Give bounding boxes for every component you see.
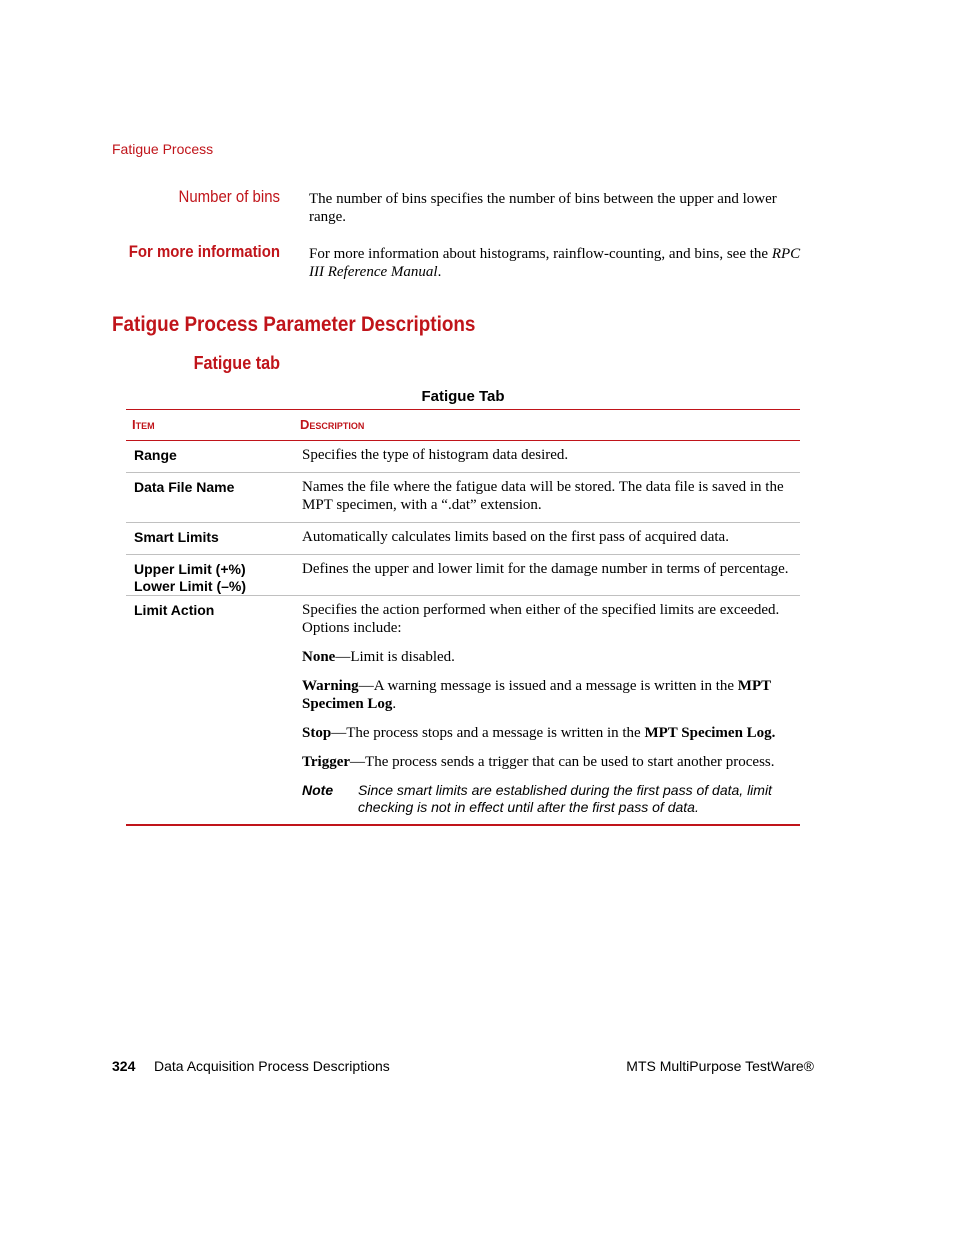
limit-action-intro: Specifies the action performed when either of the specified limits are exceeded. Options include: [302,602,780,636]
option-trigger-label: Trigger [302,754,351,770]
option-none-label: None [302,649,336,665]
option-stop-log: MPT Specimen Log. [644,725,776,741]
option-none-text: —Limit is disabled. [335,649,455,665]
row-description: Names the file where the fatigue data will be stored. The data file is saved in the MPT specimen, with a “.dat” extension. [302,479,784,513]
footer-chapter: Data Acquisition Process Descriptions [154,1058,390,1074]
row-description: Specifies the type of histogram data desired. [302,447,569,463]
option-warning-text: —A warning message is issued and a message is written in the [358,678,738,694]
option-warning-label: Warning [302,678,359,694]
table-row [126,555,800,596]
header-item: Item [132,417,155,432]
number-of-bins-text: The number of bins specifies the number of bins between the upper and lower range. [309,191,777,225]
number-of-bins-heading: Number of bins [178,187,280,206]
option-warning [302,677,800,713]
note-text: Since smart limits are established during the first pass of data, limit checking is not in effect until after the first pass of data. [358,782,772,815]
table-caption: Fatigue Tab [421,388,505,405]
more-info-end: . [437,264,442,280]
running-head: Fatigue Process [112,141,214,157]
table-row [126,596,800,824]
row-item: Data File Name [134,479,235,495]
row-description: Defines the upper and lower limit for the damage number in terms of percentage. [302,561,789,577]
row-item: Limit Action [134,602,215,618]
option-warning-end: . [392,696,397,712]
subsection-title: Fatigue tab [193,353,280,373]
row-item [126,555,302,595]
note [302,782,800,816]
option-stop [302,724,800,742]
table-header [126,410,800,441]
header-description: Description [300,417,365,432]
table-row [126,473,800,523]
row-item: Smart Limits [134,529,219,545]
page-number: 324 [112,1058,136,1074]
row-item: Range [134,447,177,463]
row-description: Automatically calculates limits based on the first pass of acquired data. [302,529,729,545]
option-trigger [302,753,800,771]
note-label: Note [302,782,334,798]
option-warning-log: MPT Specimen Log [302,678,771,712]
option-stop-text: —The process stops and a message is written in the [331,725,645,741]
option-stop-label: Stop [302,725,332,741]
upper-limit-label: Upper Limit (+%) [134,561,246,577]
option-none [302,648,800,666]
row-description [302,596,800,824]
manual-reference: RPC III Reference Manual [309,246,801,280]
section-title: Fatigue Process Parameter Descriptions [112,313,476,336]
lower-limit-label: Lower Limit (–%) [134,578,247,594]
table-row [126,441,800,473]
option-trigger-text: —The process sends a trigger that can be used to start another process. [350,754,775,770]
fatigue-tab-table [126,409,800,826]
more-info-paragraph [309,245,804,281]
table-row [126,523,800,555]
more-info-text: For more information about histograms, rainflow-counting, and bins, see the [309,246,772,262]
footer-product: MTS MultiPurpose TestWare® [626,1058,814,1074]
more-info-heading: For more information [128,242,280,261]
